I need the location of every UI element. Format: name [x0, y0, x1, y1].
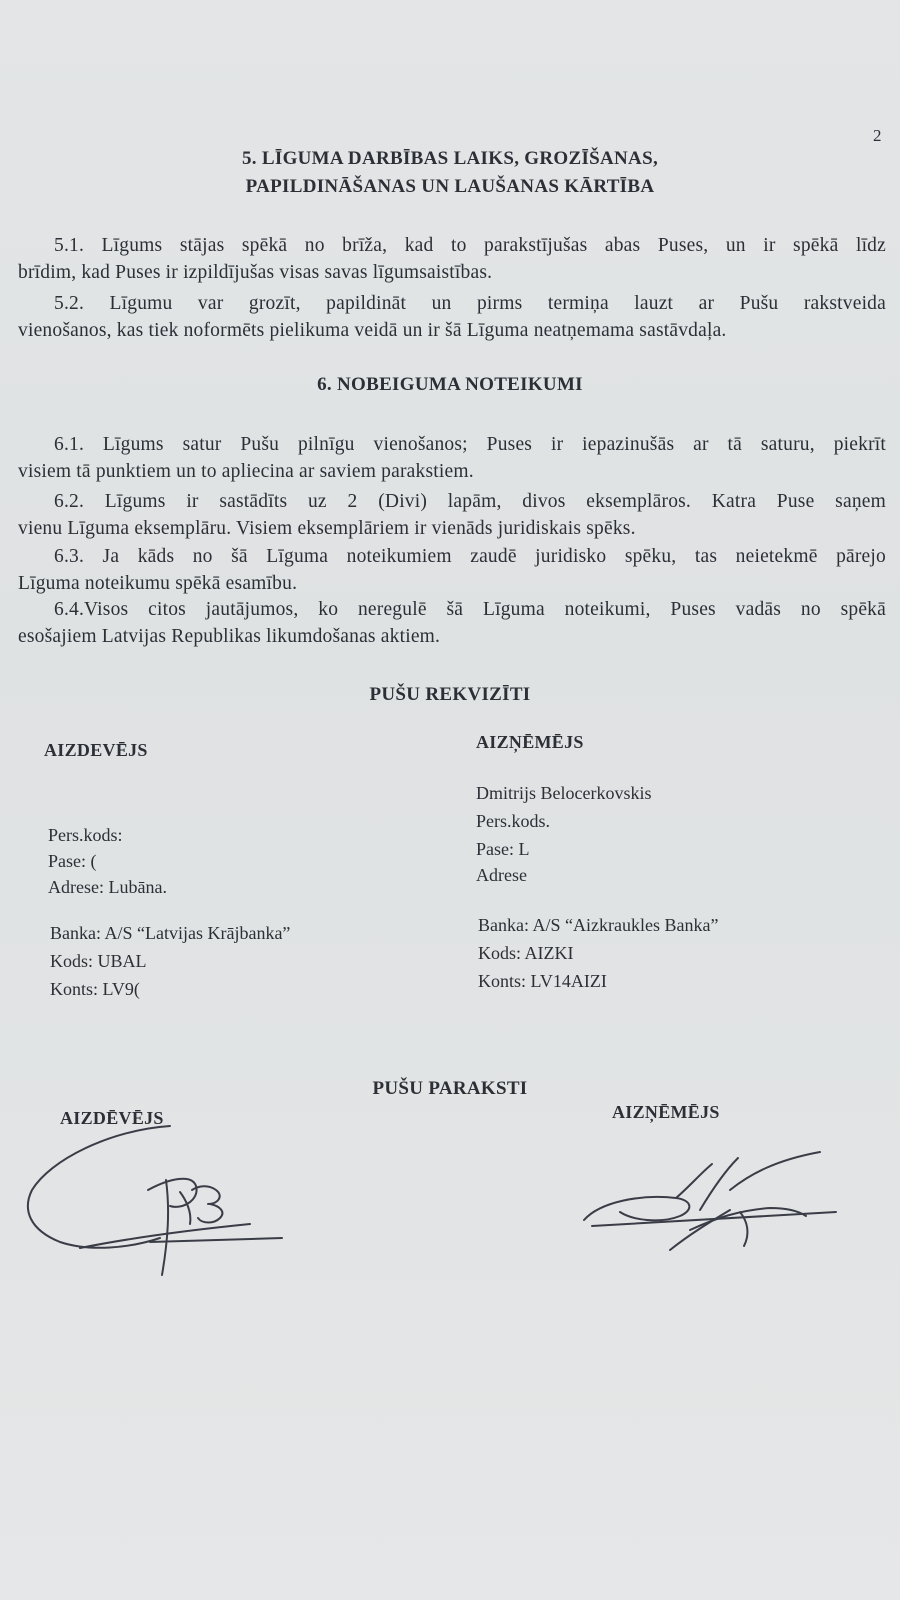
paragraph-6-4-line1: 6.4.Visos citos jautājumos, ko neregulē šā Līguma noteikumi, Puses vadās no spēkā — [54, 599, 886, 620]
section6-title: 6. NOBEIGUMA NOTEIKUMI — [317, 374, 583, 395]
section5-title-line1: 5. LĪGUMA DARBĪBAS LAIKS, GROZĪŠANAS, — [242, 148, 658, 169]
paragraph-6-3-line1: 6.3. Ja kāds no šā Līguma noteikumiem zaudē juridisko spēku, tas neietekmē pārejo — [54, 546, 886, 567]
borrower-name: Dmitrijs Belocerkovskis — [476, 783, 652, 803]
borrower-kods: Kods: AIZKI — [478, 943, 574, 963]
borrower-signature — [580, 1150, 850, 1260]
paragraph-6-3-line2: Līguma noteikumu spēkā esamību. — [18, 573, 298, 594]
paragraph-5-2-line2: vienošanos, kas tiek noformēts pielikuma veidā un ir šā Līguma neatņemama sastāvdaļa. — [18, 320, 727, 341]
paragraph-5-1 — [18, 232, 886, 286]
paragraph-6-3 — [18, 543, 886, 597]
paragraph-5-1-line1: 5.1. Līgums stājas spēkā no brīža, kad to parakstījušas abas Puses, un ir spēkā līdz — [54, 235, 886, 256]
paragraph-6-2-line1: 6.2. Līgums ir sastādīts uz 2 (Divi) lapām, divos eksemplāros. Katra Puse saņem — [54, 491, 886, 512]
borrower-konts: Konts: LV14AIZI — [478, 971, 607, 991]
paragraph-6-1 — [18, 431, 886, 485]
paragraph-6-2-line2: vienu Līguma eksemplāru. Visiem eksemplāriem ir vienāds juridiskais spēks. — [18, 518, 636, 539]
lender-pers-kods: Pers.kods: — [48, 825, 123, 845]
signatures-title: PUŠU PARAKSTI — [372, 1078, 528, 1099]
requisites-title: PUŠU REKVIZĪTI — [369, 684, 531, 705]
paragraph-6-4-line2: esošajiem Latvijas Republikas likumdošanas aktiem. — [18, 626, 441, 647]
borrower-heading: AIZŅĒMĒJS — [476, 732, 584, 752]
paragraph-5-2-line1: 5.2. Līgumu var grozīt, papildināt un pirms termiņa lauzt ar Pušu rakstveida — [54, 293, 886, 314]
borrower-adrese: Adrese — [476, 865, 527, 885]
lender-konts: Konts: LV9( — [50, 979, 140, 999]
borrower-signature-heading: AIZŅĒMĒJS — [612, 1102, 720, 1122]
section5-title-line2: PAPILDINĀŠANAS UN LAUŠANAS KĀRTĪBA — [245, 176, 655, 197]
paragraph-6-2 — [18, 488, 886, 542]
page-number: 2 — [873, 126, 882, 145]
lender-pase: Pase: ( — [48, 851, 97, 871]
lender-adrese: Adrese: Lubāna. — [48, 877, 167, 897]
lender-banka: Banka: A/S “Latvijas Krājbanka” — [50, 923, 291, 943]
lender-signature-heading: AIZDĒVĒJS — [60, 1108, 164, 1128]
lender-signature — [20, 1120, 290, 1280]
borrower-banka: Banka: A/S “Aizkraukles Banka” — [478, 915, 719, 935]
lender-heading: AIZDEVĒJS — [44, 740, 148, 760]
paragraph-6-1-line2: visiem tā punktiem un to apliecina ar saviem parakstiem. — [18, 461, 474, 482]
paragraph-6-4 — [18, 596, 886, 650]
paragraph-5-2 — [18, 290, 886, 344]
paragraph-6-1-line1: 6.1. Līgums satur Pušu pilnīgu vienošanos; Puses ir iepazinušās ar tā saturu, piekrīt — [54, 434, 886, 455]
borrower-pers-kods: Pers.kods. — [476, 811, 551, 831]
borrower-pase: Pase: L — [476, 839, 530, 859]
paragraph-5-1-line2: brīdim, kad Puses ir izpildījušas visas savas līgumsaistības. — [18, 262, 493, 283]
lender-kods: Kods: UBAL — [50, 951, 147, 971]
